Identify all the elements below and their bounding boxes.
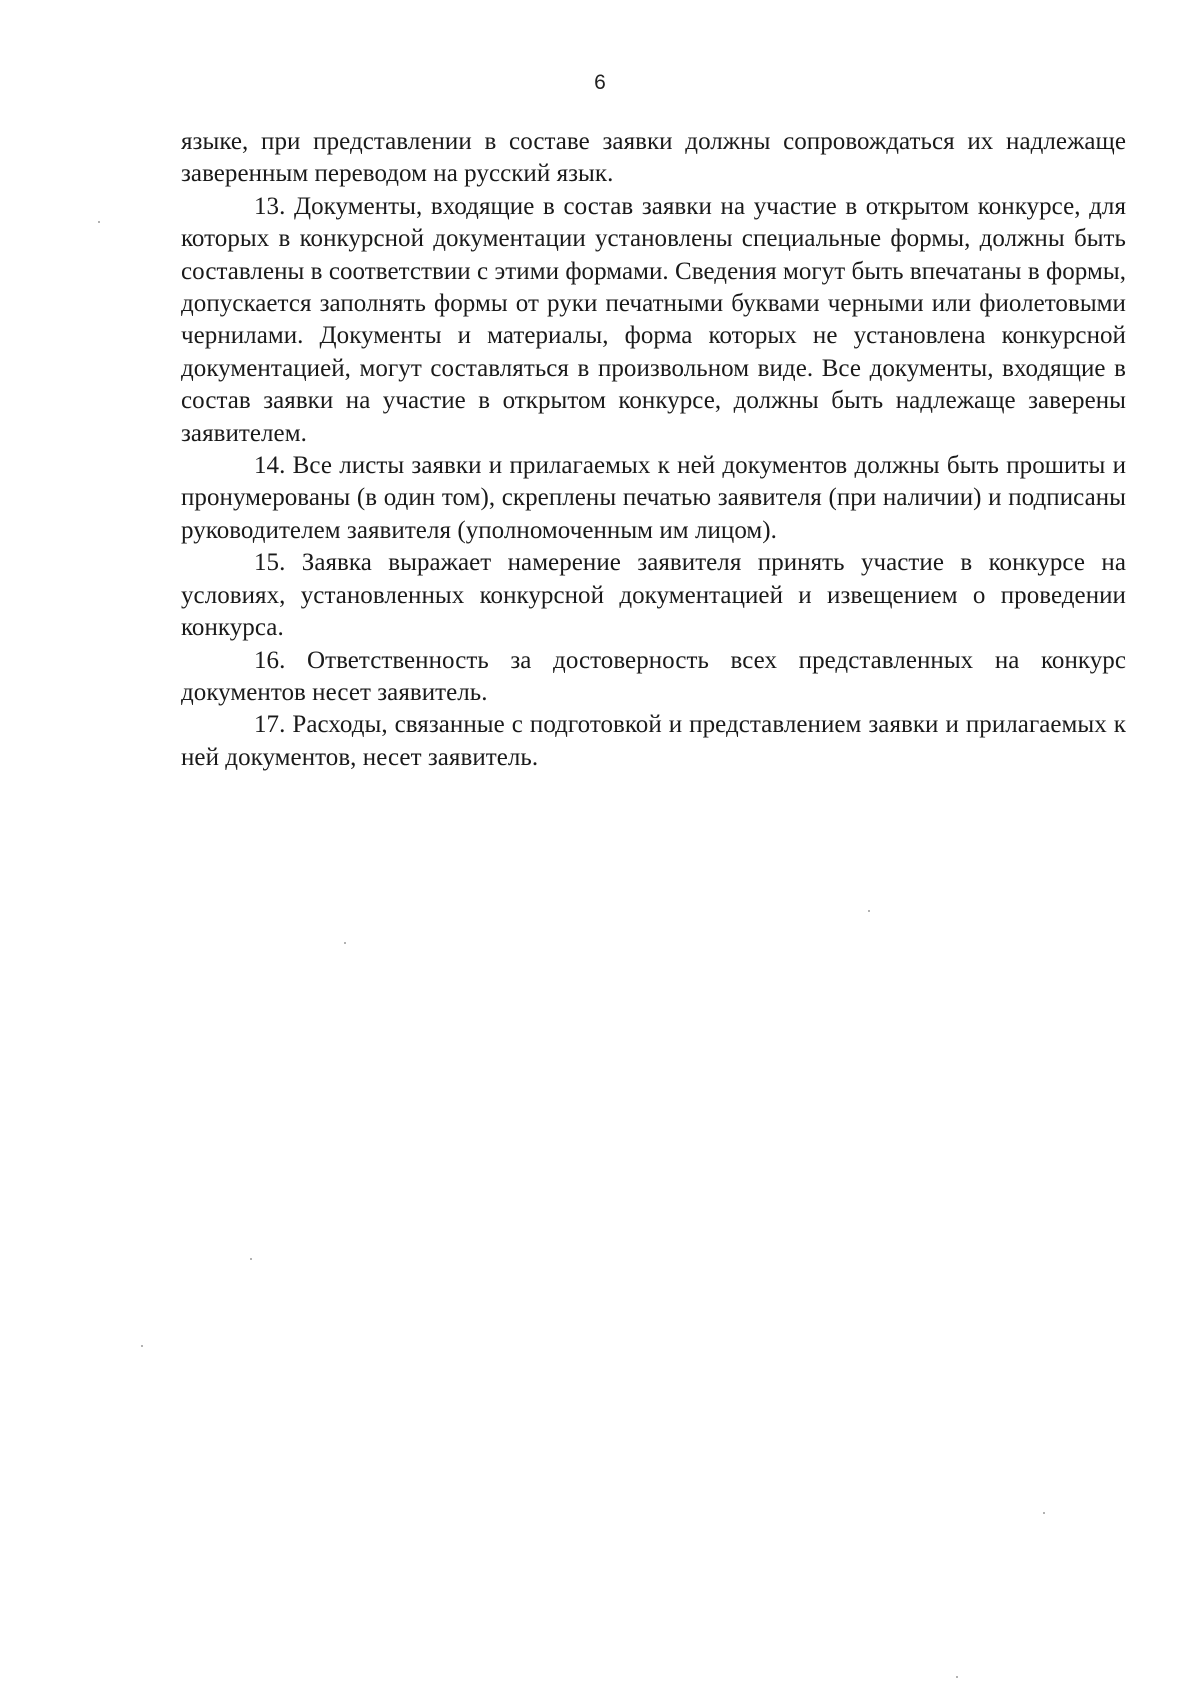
paragraph-continuation: языке, при представлении в составе заявки должны сопровождаться их надлежаще заверенным переводом на русский язык. (181, 128, 1126, 188)
scan-speck (344, 942, 346, 944)
scan-speck (250, 1258, 252, 1260)
scan-speck (1043, 1512, 1045, 1514)
paragraph-item-13: 13. Документы, входящие в состав заявки на участие в открытом конкурсе, для которых в конкурсной документации установлены специальные формы, должны быть составлены в соответствии с этими формами. Сведения могут быть впечатаны в формы, допускается заполнять формы от руки печатными буквами черными или фиолетовыми чернилами. Документы и материалы, форма которых не установлена конкурсной документацией, могут составляться в произвольном виде. Все документы, входящие в состав заявки на участие в открытом конкурсе, должны быть надлежаще заверены заявителем. (181, 192, 1126, 447)
scan-speck (141, 1345, 143, 1347)
paragraph-item-14: 14. Все листы заявки и прилагаемых к ней документов должны быть прошиты и пронумерованы (в один том), скреплены печатью заявителя (при наличии) и подписаны руководителем заявителя (уполномоченным им лицом). (181, 452, 1126, 544)
page-number: 6 (594, 71, 606, 94)
scan-speck (956, 1676, 958, 1678)
scan-speck (98, 221, 100, 223)
scan-speck (868, 910, 870, 912)
document-body (181, 126, 1126, 774)
paragraph-item-16: 16. Ответственность за достоверность всех представленных на конкурс документов несет заявитель. (181, 646, 1126, 706)
paragraph-item-15: 15. Заявка выражает намерение заявителя принять участие в конкурсе на условиях, установленных конкурсной документацией и извещением о проведении конкурса. (181, 549, 1126, 642)
paragraph-item-17: 17. Расходы, связанные с подготовкой и представлением заявки и прилагаемых к ней документов, несет заявитель. (181, 711, 1126, 771)
